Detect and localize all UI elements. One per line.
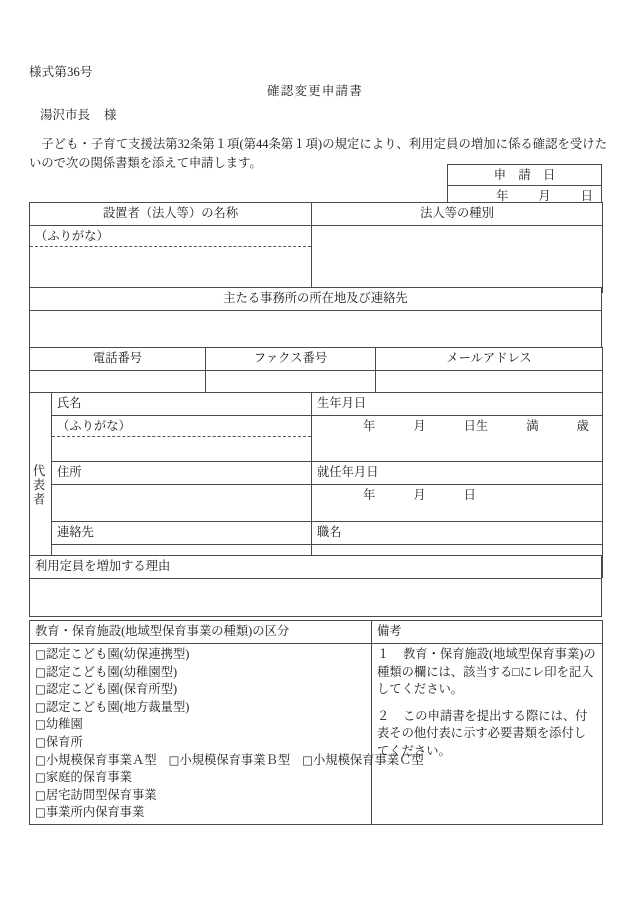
application-date-day: 日 — [580, 189, 593, 203]
checkbox-row[interactable] — [35, 699, 366, 717]
reason-table — [29, 555, 602, 617]
addressee-name: 湯沢市長 — [40, 108, 91, 122]
checkbox-row[interactable] — [35, 787, 366, 805]
checkbox-label: 幼稚園 — [45, 717, 83, 732]
checkbox-row[interactable] — [35, 769, 366, 787]
checkbox-label: 事業所内保育事業 — [45, 805, 145, 820]
birth-day: 日生 — [463, 419, 489, 433]
appoint-year: 年 — [363, 488, 376, 502]
representative-table — [29, 392, 603, 578]
checkbox-icon[interactable]: □ — [35, 734, 46, 749]
checkbox-icon[interactable]: □ — [35, 805, 46, 820]
application-date-label: 申 請 日 — [448, 165, 602, 186]
checkbox-label: 小規模保育事業Ｂ型 — [179, 752, 291, 767]
appoint-month: 月 — [413, 488, 426, 502]
checkbox-icon[interactable]: □ — [35, 717, 46, 732]
note-text: 教育・保育施設(地域型保育事業)の種類の欄には、該当する□にレ印を記入してください。 — [377, 647, 596, 697]
checkbox-label: 保育所 — [45, 734, 83, 749]
checkbox-label: 認定こども園(幼保連携型) — [45, 647, 190, 661]
checkbox-icon[interactable]: □ — [35, 699, 46, 714]
classification-header: 教育・保育施設(地域型保育事業の種類)の区分 — [30, 621, 372, 644]
office-header: 主たる事務所の所在地及び連絡先 — [30, 288, 602, 311]
furigana-divider — [30, 246, 311, 247]
representative-label-text: 代表者 — [31, 463, 45, 507]
checkbox-icon[interactable]: □ — [35, 770, 46, 785]
checkbox-icon[interactable]: □ — [35, 664, 46, 679]
birth-year: 年 — [363, 419, 376, 433]
form-number: 様式第36号 — [29, 65, 93, 79]
checkbox-label: 居宅訪問型保育事業 — [45, 787, 157, 802]
representative-name-field[interactable] — [52, 416, 312, 462]
establisher-table — [29, 202, 603, 293]
checkbox-row[interactable] — [35, 646, 366, 664]
note-number: １ — [377, 647, 390, 661]
age-prefix: 満 — [526, 419, 539, 433]
office-table — [29, 287, 602, 354]
document-title: 確認変更申請書 — [267, 84, 363, 98]
checkbox-icon[interactable]: □ — [168, 752, 180, 767]
representative-contact-header: 連絡先 — [52, 522, 312, 545]
reason-field[interactable] — [30, 579, 602, 617]
checkbox-label: 小規模保育事業Ｃ型 — [313, 752, 424, 767]
statement-line-1: 子ども・子育て支援法第32条第１項(第44条第１項)の規定により、利用定員の増加に係る確認を受けたい — [29, 137, 607, 170]
application-date-month: 月 — [538, 189, 551, 203]
representative-position-header: 職名 — [312, 522, 603, 545]
reason-header: 利用定員を増加する理由 — [30, 556, 602, 579]
representative-address-field[interactable] — [52, 485, 312, 522]
checkbox-icon[interactable]: □ — [35, 752, 46, 767]
classification-checkbox-list — [30, 644, 424, 825]
representative-appoint-header: 就任年月日 — [312, 462, 603, 485]
email-header: メールアドレス — [376, 348, 603, 371]
representative-name-header: 氏名 — [52, 393, 312, 416]
representative-vertical-label — [30, 393, 52, 578]
checkbox-row[interactable] — [35, 664, 366, 682]
checkbox-label: 認定こども園(幼稚園型) — [45, 664, 178, 679]
representative-address-header: 住所 — [52, 462, 312, 485]
representative-furigana-label: （ふりがな） — [57, 419, 131, 433]
notes-content — [372, 644, 603, 825]
checkbox-label: 小規模保育事業Ａ型 — [45, 752, 157, 767]
checkbox-label: 認定こども園(保育所型) — [45, 682, 178, 697]
checkbox-icon[interactable]: □ — [35, 682, 46, 697]
checkbox-icon[interactable]: □ — [35, 787, 46, 802]
checkbox-row[interactable] — [35, 681, 366, 699]
checkbox-row[interactable] — [35, 804, 366, 822]
application-date-box — [447, 164, 602, 207]
fax-header: ファクス番号 — [206, 348, 376, 371]
birth-month: 月 — [413, 419, 426, 433]
notes-header: 備考 — [372, 621, 603, 644]
checkbox-label: 家庭的保育事業 — [45, 770, 132, 785]
establisher-name-field[interactable] — [30, 226, 312, 293]
representative-furigana-divider — [52, 436, 311, 437]
establisher-furigana-label: （ふりがな） — [35, 229, 109, 243]
phone-header: 電話番号 — [30, 348, 206, 371]
establisher-type-header: 法人等の種別 — [312, 203, 603, 226]
note-item — [377, 646, 597, 699]
note-text: この申請書を提出する際には、付表その他付表に示す必要書類を添付してください。 — [377, 708, 588, 758]
representative-appoint-field[interactable] — [312, 485, 603, 522]
classification-table — [29, 620, 603, 825]
note-item — [377, 708, 597, 761]
checkbox-group — [35, 646, 424, 822]
age-suffix: 歳 — [576, 419, 589, 433]
checkbox-icon[interactable]: □ — [35, 647, 46, 661]
contact-table — [29, 347, 603, 397]
note-number: ２ — [377, 708, 390, 723]
representative-birth-field[interactable] — [312, 416, 603, 462]
addressee-line — [40, 105, 117, 123]
application-date-year: 年 — [496, 189, 509, 203]
representative-birth-header: 生年月日 — [312, 393, 603, 416]
establisher-name-header: 設置者（法人等）の名称 — [30, 203, 312, 226]
addressee-honorific: 様 — [104, 108, 117, 122]
checkbox-row-small-scale[interactable] — [35, 752, 424, 770]
checkbox-row[interactable] — [35, 734, 366, 752]
appoint-day: 日 — [463, 488, 476, 502]
establisher-type-field[interactable] — [312, 226, 603, 293]
checkbox-label: 認定こども園(地方裁量型) — [45, 699, 190, 714]
statement-line-2: ので次の関係書類を添えて申請します。 — [41, 156, 262, 170]
checkbox-icon[interactable]: □ — [302, 752, 313, 767]
checkbox-row[interactable] — [35, 716, 366, 734]
